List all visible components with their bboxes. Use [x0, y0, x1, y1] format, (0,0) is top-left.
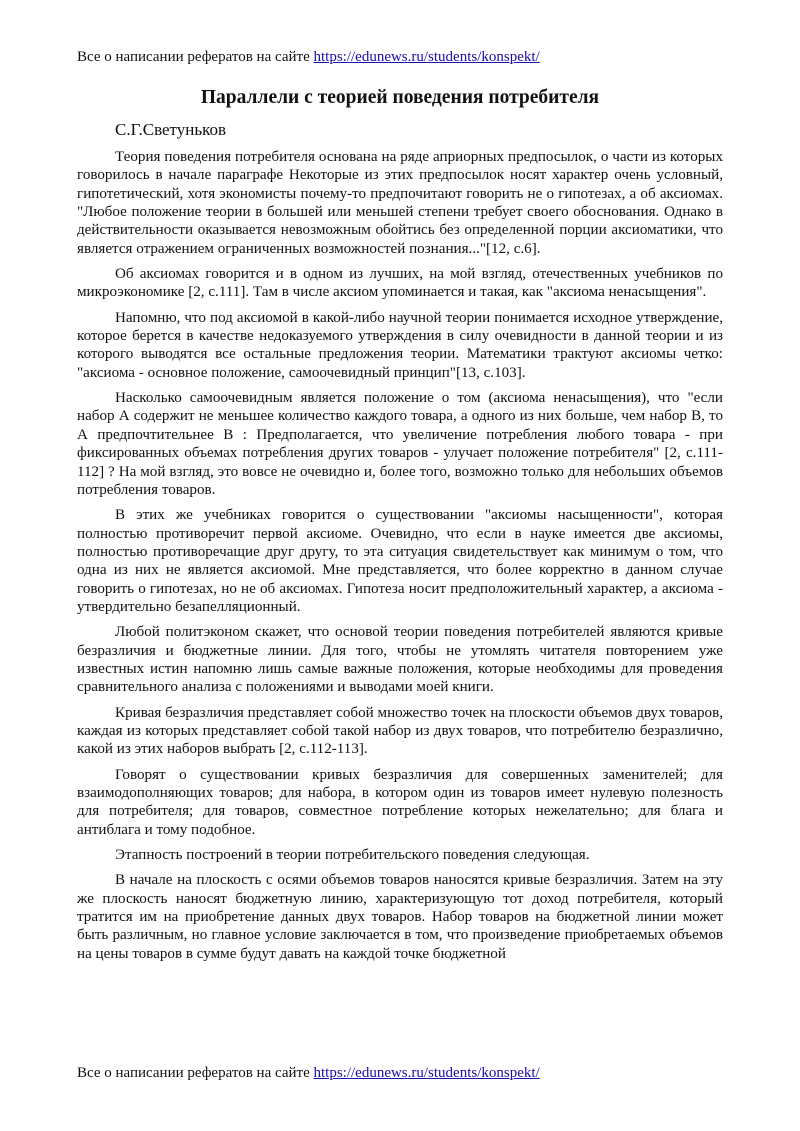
paragraph: Напомню, что под аксиомой в какой-либо научной теории понимается исходное утверждение, которое берется в качестве недоказуемого утверждения в силу очевидности в данной теории и из которого выводятся все остальные предложения теории. Математики трактуют аксиомы четко: "аксиома - основное положение, самоочевидный принцип"[13, с.103].	[77, 309, 723, 381]
footer-text: Все о написании рефератов на сайте	[77, 1065, 314, 1081]
document-body	[77, 148, 723, 970]
document-title: Параллели с теорией поведения потребителя	[200, 87, 600, 108]
paragraph: Кривая безразличия представляет собой множество точек на плоскости объемов двух товаров, каждая из которых представляет собой такой набор из двух товаров, что потребителю безразлично, какой из этих наборов выбрать [2, с.112-113].	[77, 704, 723, 758]
paragraph: Насколько самоочевидным является положение о том (аксиома ненасыщения), что "если набор А содержит не меньшее количество каждого товара, а одного из них больше, чем набор В, то А предпочтительнее В : Предполагается, что увеличение потребления любого товара - при фиксированных объемах потребления других товаров - улучает положение потребителя" [2, с.111-112] ? На мой взгляд, это вовсе не очевидно и, более того, возможно только для небольших объемов потребления товаров.	[77, 390, 723, 498]
paragraph: В начале на плоскость с осями объемов товаров наносятся кривые безразличия. Затем на эту же плоскость наносят бюджетную линию, характеризующую тот доход потребителя, который тратится им на приобретение данных двух товаров. Набор товаров на бюджетной линии может быть различным, но главное условие заключается в том, что произведение приобретаемых объемов на цены товаров в сумме будут давать на каждой точке бюджетной	[77, 872, 723, 962]
paragraph: Любой политэконом скажет, что основой теории поведения потребителей являются кривые безразличия и бюджетные линии. Для того, чтобы не утомлять читателя повторением уже известных истин напомню лишь самые важные положения, которые необходимы для проведения сравнительного анализа с положениями и выводами моей книги.	[77, 624, 723, 696]
header-text: Все о написании рефератов на сайте	[77, 49, 314, 65]
header-site-link[interactable]: https://edunews.ru/students/konspekt/	[313, 49, 540, 65]
paragraph: Теория поведения потребителя основана на ряде априорных предпосылок, о части из которых говорилось в начале параграфе Некоторые из этих предпосылок носят характер очень условный, гипотетический, хотя экономисты почему-то предпочитают говорить не о гипотезах, а об аксиомах. "Любое положение теории в большей или меньшей степени требует своего обоснования. Однако в действительности оказывается невозможным обойтись без определенной порции аксиоматики, что является отражением ограниченных возможностей познания..."[12, с.6].	[77, 149, 723, 257]
paragraph: Этапность построений в теории потребительского поведения следующая.	[115, 847, 590, 864]
paragraph: В этих же учебниках говорится о существовании "аксиомы насыщенности", которая полностью противоречит первой аксиоме. Очевидно, что если в науке имеется две аксиомы, полностью противоречащие друг другу, то эта ситуация свидетельствует как минимум о том, что одна из них не является аксиомой. Мне представляется, что более корректно в данном случае говорить о гипотезах, но не об аксиомах. Гипотеза носит предположительный характер, а аксиома - утвердительно безапелляционный.	[77, 507, 723, 615]
page-footer	[77, 1064, 540, 1082]
page-header	[77, 48, 540, 66]
paragraph: Об аксиомах говорится и в одном из лучших, на мой взгляд, отечественных учебников по микроэкономике [2, с.111]. Там в числе аксиом упоминается и такая, как "аксиома ненасыщения".	[77, 266, 723, 301]
author-name: С.Г.Светуньков	[115, 120, 227, 139]
footer-site-link[interactable]: https://edunews.ru/students/konspekt/	[313, 1065, 540, 1081]
paragraph: Говорят о существовании кривых безразличия для совершенных заменителей; для взаимодополняющих товаров; для набора, в котором один из товаров имеет нулевую полезность для потребителя; для товаров, совместное потребление которых нежелательно; для блага и антиблага и тому подобное.	[77, 766, 723, 838]
